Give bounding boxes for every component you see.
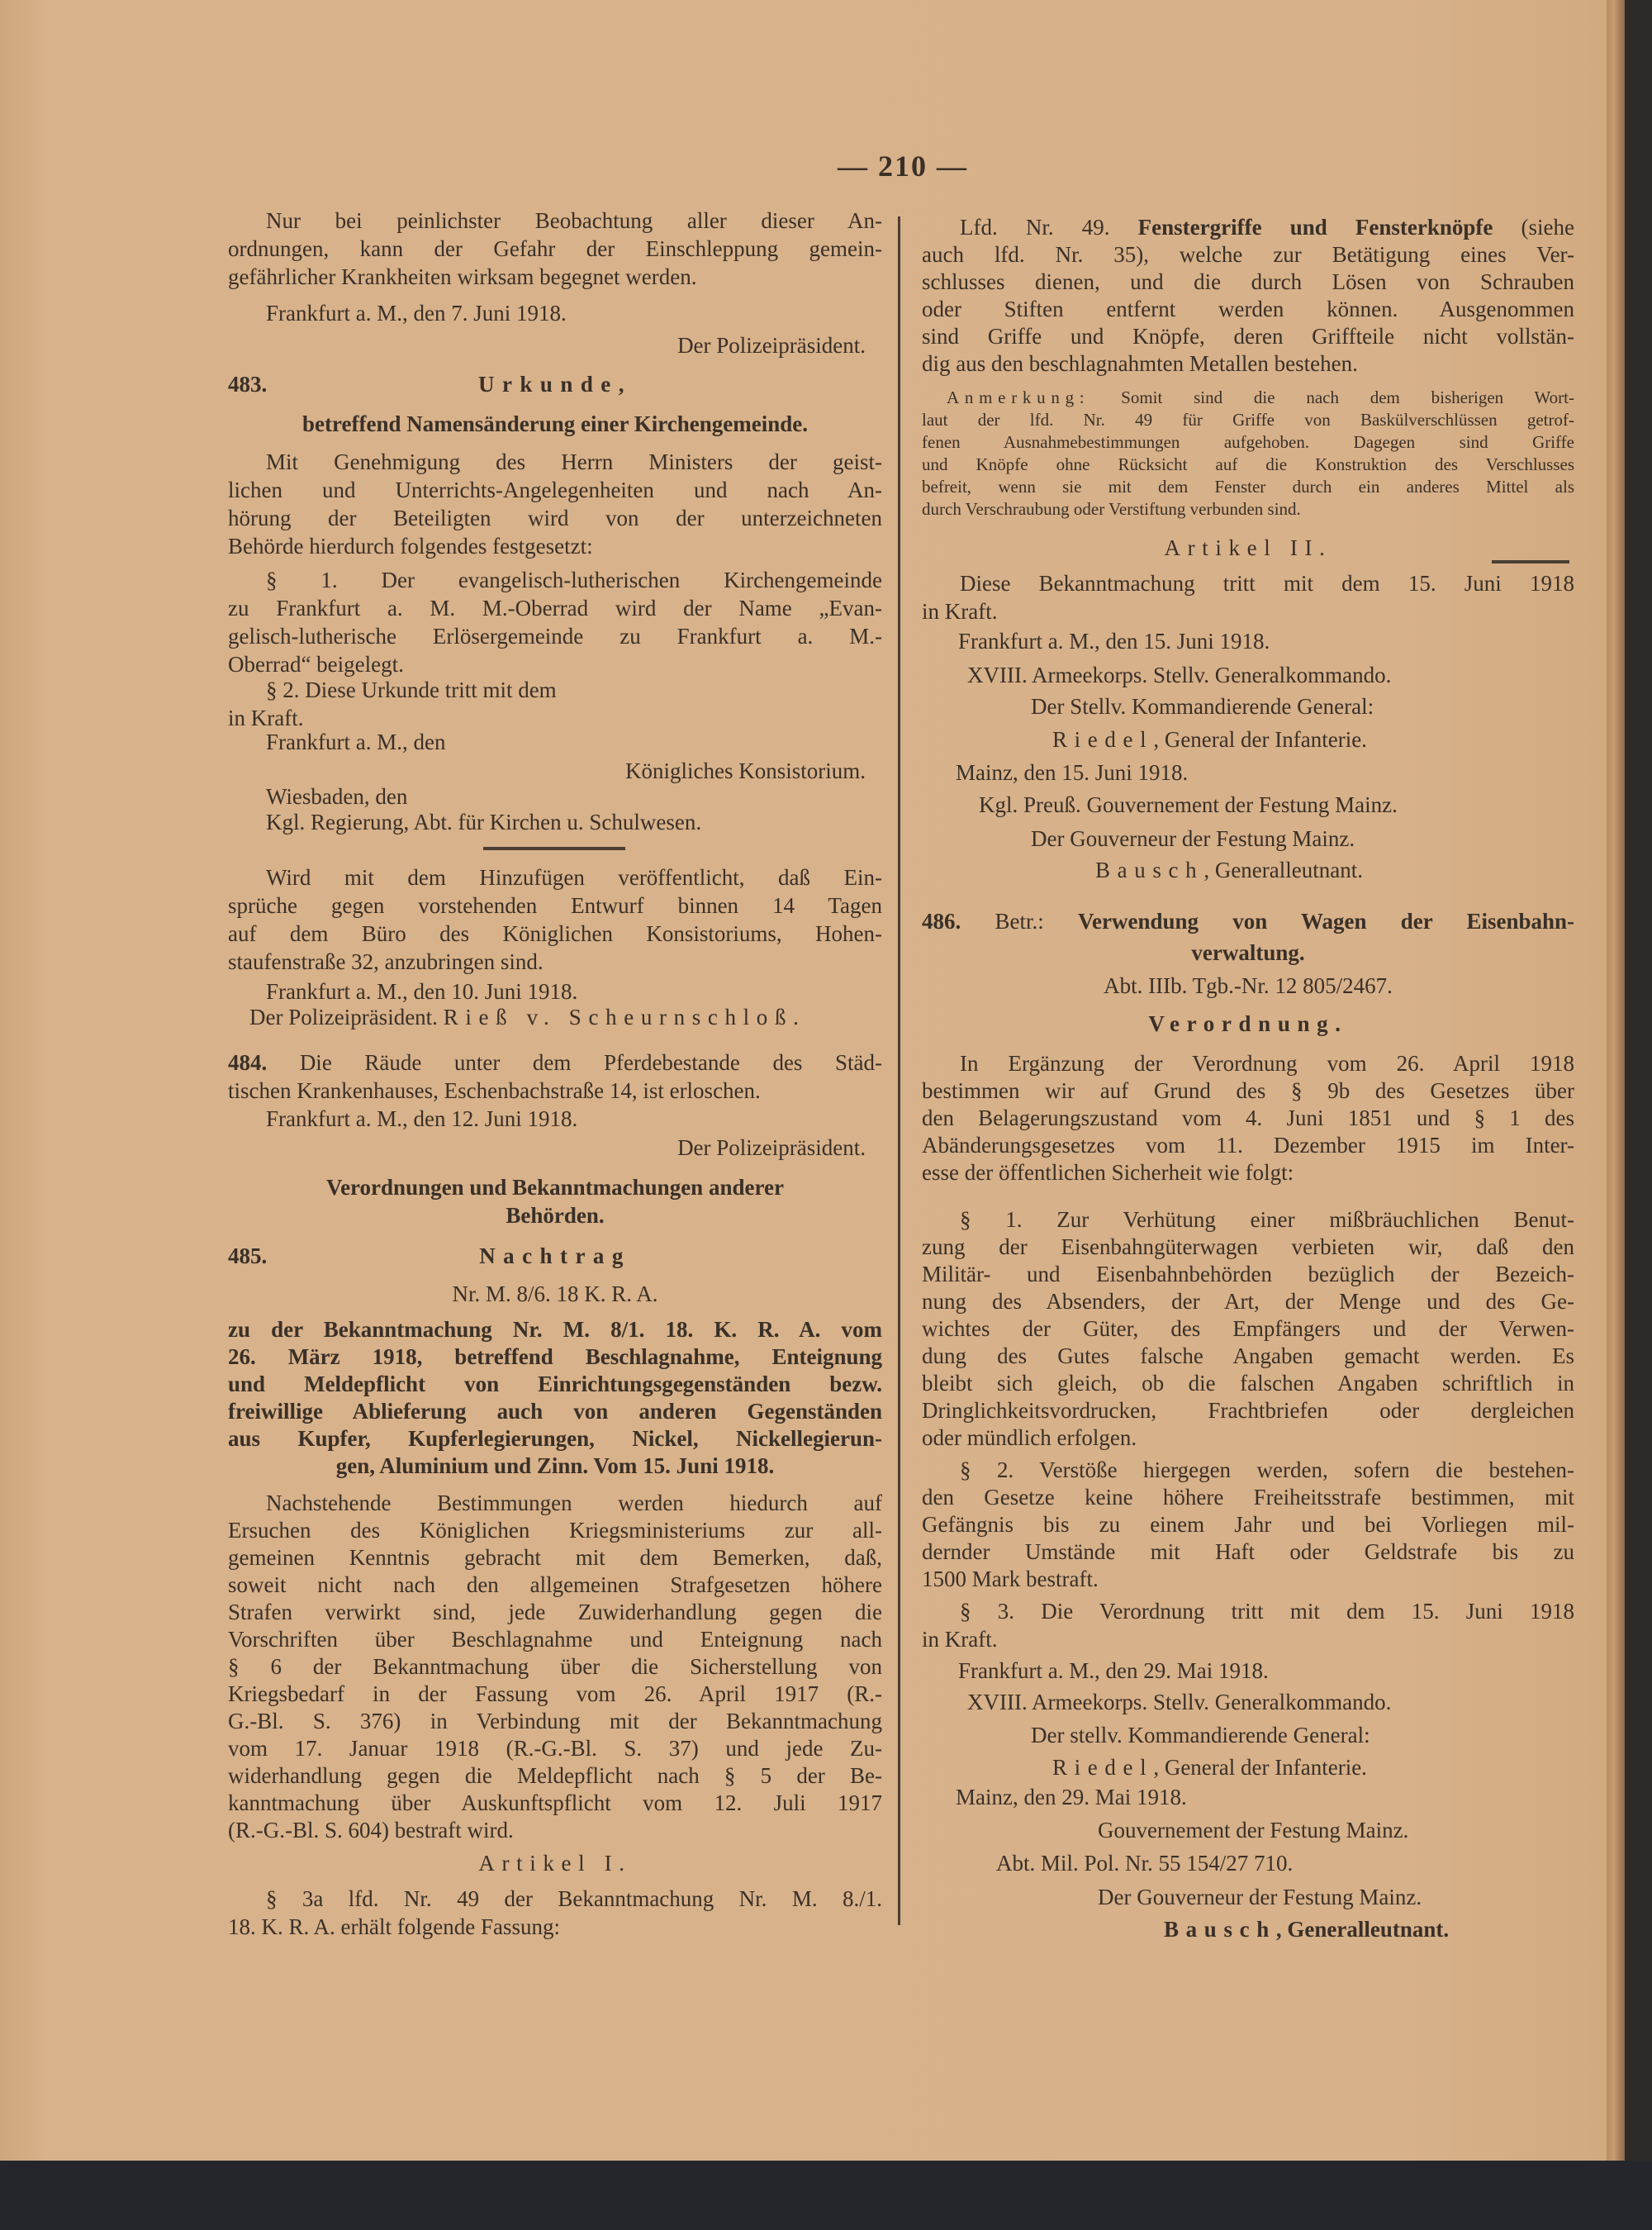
text-line: ordnungen, kann der Gefahr der Einschleppung gemein- bbox=[228, 235, 882, 261]
text-line: den Gesetze keine höhere Freiheitsstrafe bestimmen, mit bbox=[922, 1485, 1574, 1510]
date-line bbox=[228, 728, 882, 756]
paragraph bbox=[228, 676, 882, 732]
text-line: gen, Aluminium und Zinn. Vom 15. Juni 1918. bbox=[335, 1453, 775, 1478]
text-line: Der stellv. Kommandierende General: bbox=[1031, 1722, 1370, 1747]
signature bbox=[228, 331, 882, 359]
text-segment: Bausch bbox=[1164, 1917, 1276, 1942]
text-line bbox=[228, 370, 882, 398]
date-line bbox=[922, 1657, 1574, 1685]
text-line: § 3. Die Verordnung tritt mit dem 15. Juni 1918 bbox=[960, 1598, 1574, 1624]
text-segment: , General der Infanterie. bbox=[1153, 726, 1367, 752]
text-line: und Knöpfe ohne Rücksicht auf die Konstruktion des Verschlusses bbox=[922, 454, 1574, 475]
paragraph bbox=[228, 448, 882, 560]
text-line: Verordnungen und Bekanntmachungen anderer bbox=[326, 1175, 784, 1201]
text-segment: Fenstergriffe und Fensterknöpfe bbox=[1137, 214, 1493, 240]
text-line: 26. März 1918, betreffend Beschlagnahme, Enteignung bbox=[228, 1343, 882, 1369]
text-line: Kgl. Preuß. Gouvernement der Festung Mainz. bbox=[979, 792, 1398, 818]
section-heading bbox=[922, 907, 1574, 935]
text-line: Der Polizeipräsident. bbox=[677, 333, 866, 359]
text-line: wichtes der Güter, des Empfängers und der Verwen- bbox=[922, 1316, 1574, 1342]
text-line: Dringlichkeitsvordrucken, Frachtbriefen oder dergleichen bbox=[922, 1398, 1574, 1424]
signature bbox=[922, 1753, 1574, 1781]
text-line: in Kraft. bbox=[228, 705, 304, 730]
text-line: Abt. IIIb. Tgb.-Nr. 12 805/2467. bbox=[1104, 972, 1393, 998]
text-line: § 2. Diese Urkunde tritt mit dem bbox=[266, 677, 557, 702]
text-line: § 3a lfd. Nr. 49 der Bekanntmachung Nr. M. 8./1. bbox=[266, 1885, 882, 1911]
text-line: sind Griffe und Knöpfe, deren Griffteile nicht vollstän- bbox=[922, 323, 1574, 349]
text-line: Mainz, den 15. Juni 1918. bbox=[956, 759, 1189, 785]
paragraph bbox=[228, 207, 882, 291]
section-rule bbox=[483, 847, 625, 850]
text-segment: (siehe bbox=[1521, 214, 1574, 240]
column-divider bbox=[898, 216, 900, 1925]
paragraph bbox=[228, 1048, 882, 1105]
signature bbox=[922, 1883, 1574, 1911]
text-line: auch lfd. Nr. 35), welche zur Betätigung eines Ver- bbox=[922, 241, 1574, 267]
text-line: Behörde hierdurch folgendes festgesetzt: bbox=[228, 534, 593, 559]
text-line: kanntmachung über Auskunftspflicht vom 12. Juli 1917 bbox=[228, 1790, 882, 1815]
text-line: In Ergänzung der Verordnung vom 26. April 1918 bbox=[960, 1050, 1574, 1076]
text-line: in Kraft. bbox=[922, 598, 998, 624]
page-number: — 210 — bbox=[838, 150, 968, 183]
text-line: Frankfurt a. M., den 10. Juni 1918. bbox=[266, 978, 578, 1004]
paragraph bbox=[922, 214, 1574, 378]
text-line: Gouvernement der Festung Mainz. bbox=[1098, 1817, 1409, 1842]
date-line bbox=[228, 782, 882, 811]
text-segment: , General der Infanterie. bbox=[1153, 1755, 1367, 1781]
text-line: in Kraft. bbox=[922, 1626, 998, 1652]
paragraph bbox=[922, 1206, 1574, 1452]
section-subtitle bbox=[228, 1316, 882, 1480]
text-line: oder mündlich erfolgen. bbox=[922, 1425, 1137, 1451]
paragraph bbox=[228, 863, 882, 976]
text-segment: Riedel bbox=[1052, 726, 1154, 752]
text-line: lichen und Unterrichts-Angelegenheiten und nach An- bbox=[228, 478, 882, 503]
text-line: durch Verschraubung oder Verstiftung verbunden sind. bbox=[922, 499, 1301, 520]
text-line: G.-Bl. S. 376) in Verbindung mit der Bekanntmachung bbox=[228, 1708, 882, 1733]
section-heading bbox=[228, 1242, 882, 1270]
text-line bbox=[228, 1242, 882, 1270]
text-line: tischen Krankenhauses, Eschenbachstraße 14, ist erloschen. bbox=[228, 1077, 761, 1103]
text-line: fenen Ausnahmebestimmungen aufgehoben. Dagegen sind Griffe bbox=[922, 432, 1574, 453]
text-line: Gefängnis bis zu einem Jahr und bei Vorliegen mil- bbox=[922, 1512, 1574, 1537]
date-line bbox=[228, 299, 882, 327]
text-segment: Der Polizeipräsident. bbox=[249, 1004, 438, 1029]
text-line: Abänderungsgesetzes vom 11. Dezember 1915 im Inter- bbox=[922, 1132, 1574, 1158]
signature bbox=[922, 1816, 1574, 1844]
text-segment: , Generalleutnant. bbox=[1203, 858, 1363, 883]
text-line bbox=[922, 907, 1574, 935]
text-line: § 6 der Bekanntmachung über die Sicherstellung von bbox=[228, 1653, 882, 1679]
text-line: (R.-G.-Bl. S. 604) bestraft wird. bbox=[228, 1817, 514, 1842]
text-line bbox=[922, 387, 1574, 409]
text-line: Mainz, den 29. Mai 1918. bbox=[956, 1785, 1187, 1810]
left-column bbox=[228, 0, 882, 2148]
signature bbox=[922, 1915, 1574, 1943]
section-title: Nachtrag bbox=[479, 1243, 631, 1268]
text-line: dung des Gutes falsche Angaben gemacht werden. Es bbox=[922, 1343, 1574, 1369]
text-line: sprüche gegen vorstehenden Entwurf binnen 14 Tagen bbox=[228, 892, 882, 918]
text-line: Artikel I. bbox=[478, 1850, 632, 1876]
text-line: auf dem Büro des Königlichen Konsistoriums, Hohen- bbox=[228, 920, 882, 946]
text-line: Ersuchen des Königlichen Kriegsministeriums zur all- bbox=[228, 1517, 882, 1543]
text-line: Frankfurt a. M., den 29. Mai 1918. bbox=[958, 1658, 1269, 1684]
paragraph bbox=[922, 1050, 1574, 1186]
text-line: staufenstraße 32, anzubringen sind. bbox=[228, 949, 544, 974]
paragraph bbox=[922, 569, 1574, 625]
text-line: laut der lfd. Nr. 49 für Griffe von Baskülverschlüssen getrof- bbox=[922, 410, 1574, 430]
reference-number bbox=[922, 972, 1574, 1000]
text-line: und Meldepflicht von Einrichtungsgegenständen bezw. bbox=[228, 1371, 882, 1396]
signature bbox=[922, 1721, 1574, 1749]
text-line: XVIII. Armeekorps. Stellv. Generalkommando. bbox=[967, 663, 1392, 688]
text-line: Nur bei peinlichster Beobachtung aller dieser An- bbox=[266, 207, 882, 233]
text-line: zu Frankfurt a. M. M.-Oberrad wird der Name „Evan- bbox=[228, 596, 882, 621]
text-line: schlusses dienen, und die durch Lösen von Schrauben bbox=[922, 269, 1574, 294]
text-line bbox=[228, 1048, 882, 1077]
text-line: Der Stellv. Kommandierende General: bbox=[1031, 694, 1374, 720]
section-title: Urkunde, bbox=[478, 371, 632, 397]
text-line: bestimmen wir auf Grund des § 9b des Gesetzes über bbox=[922, 1077, 1574, 1103]
text-line: Oberrad“ beigelegt. bbox=[228, 652, 404, 678]
text-line: Königliches Konsistorium. bbox=[625, 758, 866, 783]
date-line bbox=[922, 758, 1574, 787]
text-line: Kriegsbedarf in der Fassung vom 26. April 1917 (R.- bbox=[228, 1681, 882, 1706]
text-line: dig aus den beschlagnahmten Metallen bestehen. bbox=[922, 350, 1358, 376]
text-line bbox=[228, 1003, 882, 1031]
text-line: XVIII. Armeekorps. Stellv. Generalkommando. bbox=[967, 1690, 1392, 1715]
text-line: Kgl. Regierung, Abt. für Kirchen u. Schulwesen. bbox=[266, 809, 702, 834]
date-line bbox=[228, 977, 882, 1006]
text-line: 18. K. R. A. erhält folgende Fassung: bbox=[228, 1914, 560, 1939]
text-line: Artikel II. bbox=[1164, 535, 1332, 560]
note bbox=[922, 387, 1574, 521]
text-line: Der Gouverneur der Festung Mainz. bbox=[1031, 826, 1355, 852]
text-segment: Anmerkung: bbox=[947, 388, 1090, 408]
section-heading bbox=[228, 370, 882, 398]
signature bbox=[922, 856, 1574, 884]
text-segment: Somit sind die nach dem bisherigen Wort- bbox=[1121, 388, 1574, 408]
text-line: Wird mit dem Hinzufügen veröffentlicht, daß Ein- bbox=[266, 864, 882, 890]
article-heading bbox=[922, 534, 1574, 562]
text-line: Militär- und Eisenbahnbehörden bezüglich der Bezeich- bbox=[922, 1262, 1574, 1287]
text-line bbox=[922, 214, 1574, 241]
text-line: hörung der Beteiligten wird von der unterzeichneten bbox=[228, 506, 882, 531]
text-segment: Die Räude unter dem Pferdebestande des Städ- bbox=[299, 1049, 882, 1075]
text-line bbox=[922, 1753, 1574, 1781]
text-line: gelisch-lutherische Erlösergemeinde zu Frankfurt a. M.- bbox=[228, 624, 882, 649]
text-line: befreit, wenn sie mit dem Fenster durch ein anderes Mittel als bbox=[922, 477, 1574, 497]
article-heading bbox=[228, 1849, 882, 1877]
signature bbox=[922, 825, 1574, 853]
signature bbox=[228, 1003, 882, 1031]
text-line: Verordnung. bbox=[1148, 1011, 1348, 1037]
text-line: aus Kupfer, Kupferlegierungen, Nickel, Nickellegierun- bbox=[228, 1425, 882, 1451]
text-line: oder Stiften entfernt werden können. Ausgenommen bbox=[922, 296, 1574, 321]
signature bbox=[228, 757, 882, 785]
text-line: gefährlicher Krankheiten wirksam begegnet werden. bbox=[228, 264, 697, 289]
text-segment: Rieß v. Scheurnschloß. bbox=[443, 1004, 806, 1029]
paragraph bbox=[228, 566, 882, 678]
section-title bbox=[228, 1173, 882, 1229]
signature bbox=[922, 725, 1574, 754]
date-line bbox=[922, 627, 1574, 655]
text-segment: 486. bbox=[922, 909, 961, 934]
text-line bbox=[922, 856, 1574, 884]
text-line: verwaltung. bbox=[1191, 940, 1305, 966]
text-line: den Belagerungszustand vom 4. Juni 1851 und § 1 des bbox=[922, 1105, 1574, 1130]
text-line: zung der Eisenbahngüterwagen verbieten wir, daß den bbox=[922, 1234, 1574, 1260]
text-line: dernder Umstände mit Haft oder Geldstrafe bis zu bbox=[922, 1539, 1574, 1564]
text-line: gemeinen Kenntnis gebracht mit dem Bemerken, daß, bbox=[228, 1544, 882, 1570]
page-edge bbox=[1607, 0, 1625, 2161]
book-cover bbox=[0, 2161, 1652, 2230]
text-line: § 2. Verstöße hiergegen werden, sofern die bestehen- bbox=[960, 1457, 1574, 1482]
paragraph bbox=[228, 1885, 882, 1941]
text-segment: Riedel bbox=[1052, 1755, 1154, 1781]
signature bbox=[922, 692, 1574, 720]
text-segment: Bausch bbox=[1095, 858, 1204, 883]
book-binding bbox=[1625, 0, 1652, 2230]
signature bbox=[228, 808, 882, 836]
signature bbox=[228, 1134, 882, 1162]
right-column bbox=[922, 0, 1574, 2148]
text-line: Frankfurt a. M., den 7. Juni 1918. bbox=[266, 300, 567, 326]
text-line: Abt. Mil. Pol. Nr. 55 154/27 710. bbox=[996, 1850, 1294, 1876]
text-line: Der Gouverneur der Festung Mainz. bbox=[1098, 1884, 1422, 1909]
reference-number bbox=[922, 1849, 1574, 1877]
paragraph bbox=[922, 1457, 1574, 1593]
text-line: Vorschriften über Beschlagnahme und Enteignung nach bbox=[228, 1626, 882, 1652]
text-line: § 1. Zur Verhütung einer mißbräuchlichen Benut- bbox=[960, 1207, 1574, 1233]
text-line: Nr. M. 8/6. 18 K. R. A. bbox=[452, 1281, 658, 1307]
text-line: Diese Bekanntmachung tritt mit dem 15. Juni 1918 bbox=[960, 570, 1574, 596]
text-segment: Verwendung von Wagen der Eisenbahn- bbox=[1077, 909, 1575, 934]
paragraph bbox=[922, 1597, 1574, 1653]
signature bbox=[922, 1688, 1574, 1716]
date-line bbox=[922, 1783, 1574, 1811]
text-line: Frankfurt a. M., den bbox=[266, 730, 446, 755]
section-heading bbox=[922, 939, 1574, 967]
text-line: vom 17. Januar 1918 (R.-G.-Bl. S. 37) und jede Zu- bbox=[228, 1735, 882, 1761]
text-line: Strafen verwirkt sind, jede Zuwiderhandlung gegen die bbox=[228, 1599, 882, 1624]
text-line: Frankfurt a. M., den 15. Juni 1918. bbox=[958, 629, 1270, 654]
text-segment: 484. bbox=[228, 1049, 268, 1075]
text-line: soweit nicht nach den allgemeinen Strafgesetzen höhere bbox=[228, 1571, 882, 1597]
text-line: betreffend Namensänderung einer Kirchengemeinde. bbox=[302, 411, 808, 436]
text-segment: Lfd. Nr. 49. bbox=[960, 214, 1110, 240]
text-segment: , Generalleutnant. bbox=[1275, 1917, 1450, 1942]
text-line: esse der öffentlichen Sicherheit wie folgt: bbox=[922, 1159, 1294, 1185]
text-line: bleibt sich gleich, ob die falschen Angaben schriftlich in bbox=[922, 1371, 1574, 1396]
text-line bbox=[922, 1915, 1574, 1943]
section-number: 483. bbox=[228, 371, 268, 397]
text-line: Nachstehende Bestimmungen werden hiedurch auf bbox=[266, 1490, 882, 1515]
text-line: § 1. Der evangelisch-lutherischen Kirchengemeinde bbox=[266, 568, 882, 593]
signature bbox=[922, 661, 1574, 689]
reference-number bbox=[228, 1280, 882, 1308]
text-line: Wiesbaden, den bbox=[266, 783, 408, 809]
signature bbox=[922, 791, 1574, 819]
text-line: widerhandlung gegen die Meldepflicht nach § 5 der Be- bbox=[228, 1762, 882, 1788]
paragraph bbox=[228, 1490, 882, 1844]
text-line: freiwillige Ablieferung auch von anderen Gegenständen bbox=[228, 1398, 882, 1424]
text-line: Der Polizeipräsident. bbox=[677, 1134, 866, 1160]
text-line: Frankfurt a. M., den 12. Juni 1918. bbox=[266, 1106, 578, 1132]
text-line: Behörden. bbox=[506, 1203, 605, 1229]
section-subtitle bbox=[228, 410, 882, 438]
text-line: zu der Bekanntmachung Nr. M. 8/1. 18. K. R. A. vom bbox=[228, 1316, 882, 1342]
text-line bbox=[922, 725, 1574, 754]
date-line bbox=[228, 1105, 882, 1133]
section-number: 485. bbox=[228, 1243, 268, 1268]
text-line: 1500 Mark bestraft. bbox=[922, 1567, 1099, 1591]
text-segment: Betr.: bbox=[995, 909, 1044, 934]
text-line: Mit Genehmigung des Herrn Ministers der geist- bbox=[266, 449, 882, 475]
text-line: nung des Absenders, der Art, der Menge und des Ge- bbox=[922, 1289, 1574, 1315]
section-title bbox=[922, 1010, 1574, 1038]
